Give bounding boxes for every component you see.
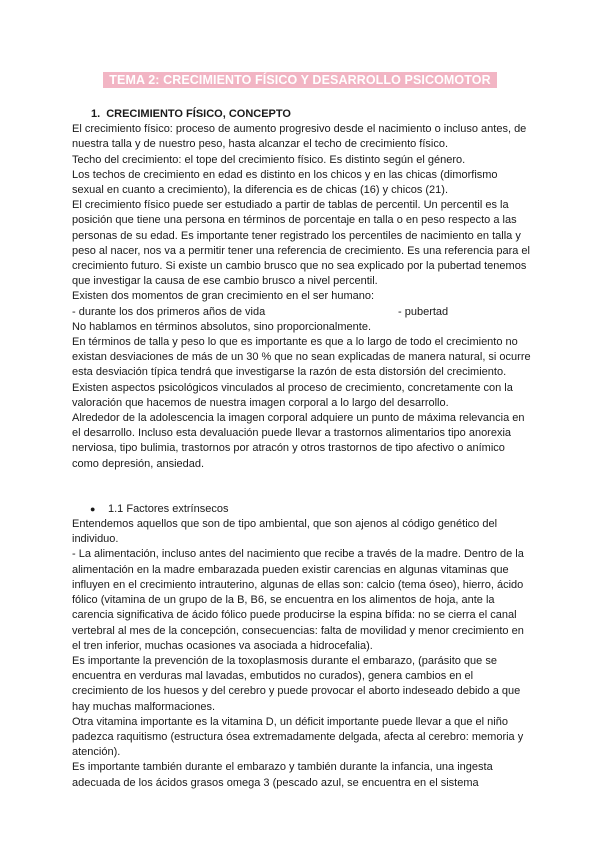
paragraph: Existen dos momentos de gran crecimiento en el ser humano: bbox=[72, 290, 375, 303]
moment-first-years: - durante los dos primeros años de vida bbox=[72, 305, 266, 318]
subsection-heading bbox=[72, 502, 532, 517]
paragraph: En términos de talla y peso lo que es importante es que a lo largo de todo el crecimiento no existan desviaciones de más de un 30 % que no sean explicadas de manera natural, si ocurre esta desviación típica tendrá que investigarse la razón de esta distorsión del crecimiento. bbox=[72, 336, 531, 379]
bullet-icon: ● bbox=[90, 503, 96, 514]
page-title: TEMA 2: CRECIMIENTO FÍSICO Y DESARROLLO PSICOMOTOR bbox=[103, 72, 496, 88]
paragraph: Es importante la prevención de la toxoplasmosis durante el embarazo, (parásito que se encuentra en verduras mal lavadas, embutidos no curados), genera cambios en el crecimiento de los huesos y del cerebro y puede provocar el aborto indeseado debido a que hay muchas malformaciones. bbox=[72, 654, 521, 713]
paragraph: Entendemos aquellos que son de tipo ambiental, que son ajenos al código genético del individuo. bbox=[72, 518, 498, 546]
paragraph: Los techos de crecimiento en edad es distinto en los chicos y en las chicas (dimorfismo sexual en cuanto a crecimiento), la diferencia es de chicas (16) y chicos (21). bbox=[72, 168, 498, 197]
growth-moments-line bbox=[72, 305, 532, 320]
paragraph: Existen aspectos psicológicos vinculados al proceso de crecimiento, concretamente con la valoración que hacemos de nuestra imagen corporal a lo largo del desarrollo. bbox=[72, 381, 513, 409]
section-number: 1. bbox=[91, 108, 101, 120]
paragraph: Otra vitamina importante es la vitamina D, un déficit importante puede llevar a que el niño padezca raquitismo (estructura ósea extremadamente delgada, afecta al cerebro: memoria y atención). bbox=[72, 715, 524, 759]
paragraph: No hablamos en términos absolutos, sino proporcionalmente. bbox=[72, 320, 371, 333]
paragraph: El crecimiento físico: proceso de aumento progresivo desde el nacimiento o incluso antes, de nuestra talla y de nuestro peso, hasta alcanzar el techo de crecimiento físico. bbox=[72, 123, 527, 151]
paragraph: - La alimentación, incluso antes del nacimiento que recibe a través de la madre. Dentro de la alimentación en la madre embarazada pueden existir carencias en algunas vitaminas que influyen en el crecimiento intrauterino, algunas de ellas son: calcio (tema óseo), hierro, ácido fólico (vitamina de un grupo de la B, B6, se encuentra en los alimentos de hoja, ante la carencia significativa de ácido fólico puede producirse la espina bífida: no se cierra el canal vertebral al mes de la concepción, consecuencias: falta de movilidad y menor crecimiento en el tren inferior, muchas ocasiones va asociada a hidrocefalia). bbox=[72, 548, 524, 652]
section-heading-text: CRECIMIENTO FÍSICO, CONCEPTO bbox=[106, 108, 291, 120]
document-body bbox=[72, 107, 532, 791]
subsection-heading-text: 1.1 Factores extrínsecos bbox=[108, 502, 229, 515]
paragraph: Es importante también durante el embarazo y también durante la infancia, una ingesta adecuada de los ácidos grasos omega 3 (pescado azul, se encuentra en el sistema bbox=[72, 761, 493, 789]
paragraph: Alrededor de la adolescencia la imagen corporal adquiere un punto de máxima relevancia en el desarrollo. Incluso esta devaluación puede llevar a trastornos alimentarios tipo anorexia nerviosa, tipo bulimia, trastornos por atracón y otros trastornos de tipo afectivo o anímico como depresión, ansiedad. bbox=[72, 412, 525, 470]
title-row bbox=[0, 71, 600, 89]
paragraph: Techo del crecimiento: el tope del crecimiento físico. Es distinto según el género. bbox=[72, 153, 466, 166]
moment-puberty: - pubertad bbox=[398, 305, 449, 318]
section-heading bbox=[72, 107, 532, 122]
paragraph: El crecimiento físico puede ser estudiado a partir de tablas de percentil. Un percentil es la posición que tiene una persona en términos de porcentaje en talla o en peso respecto a las personas de su edad. Es importante tener registrado los percentiles de nacimiento en talla y peso al nacer, nos va a permitir tener una referencia de crecimiento. Es una referencia para el crecimiento futuro. Si existe un cambio brusco que no sea explicado por la pubertad tenemos que investigar la causa de ese cambio brusco a nivel percentil. bbox=[72, 199, 530, 288]
